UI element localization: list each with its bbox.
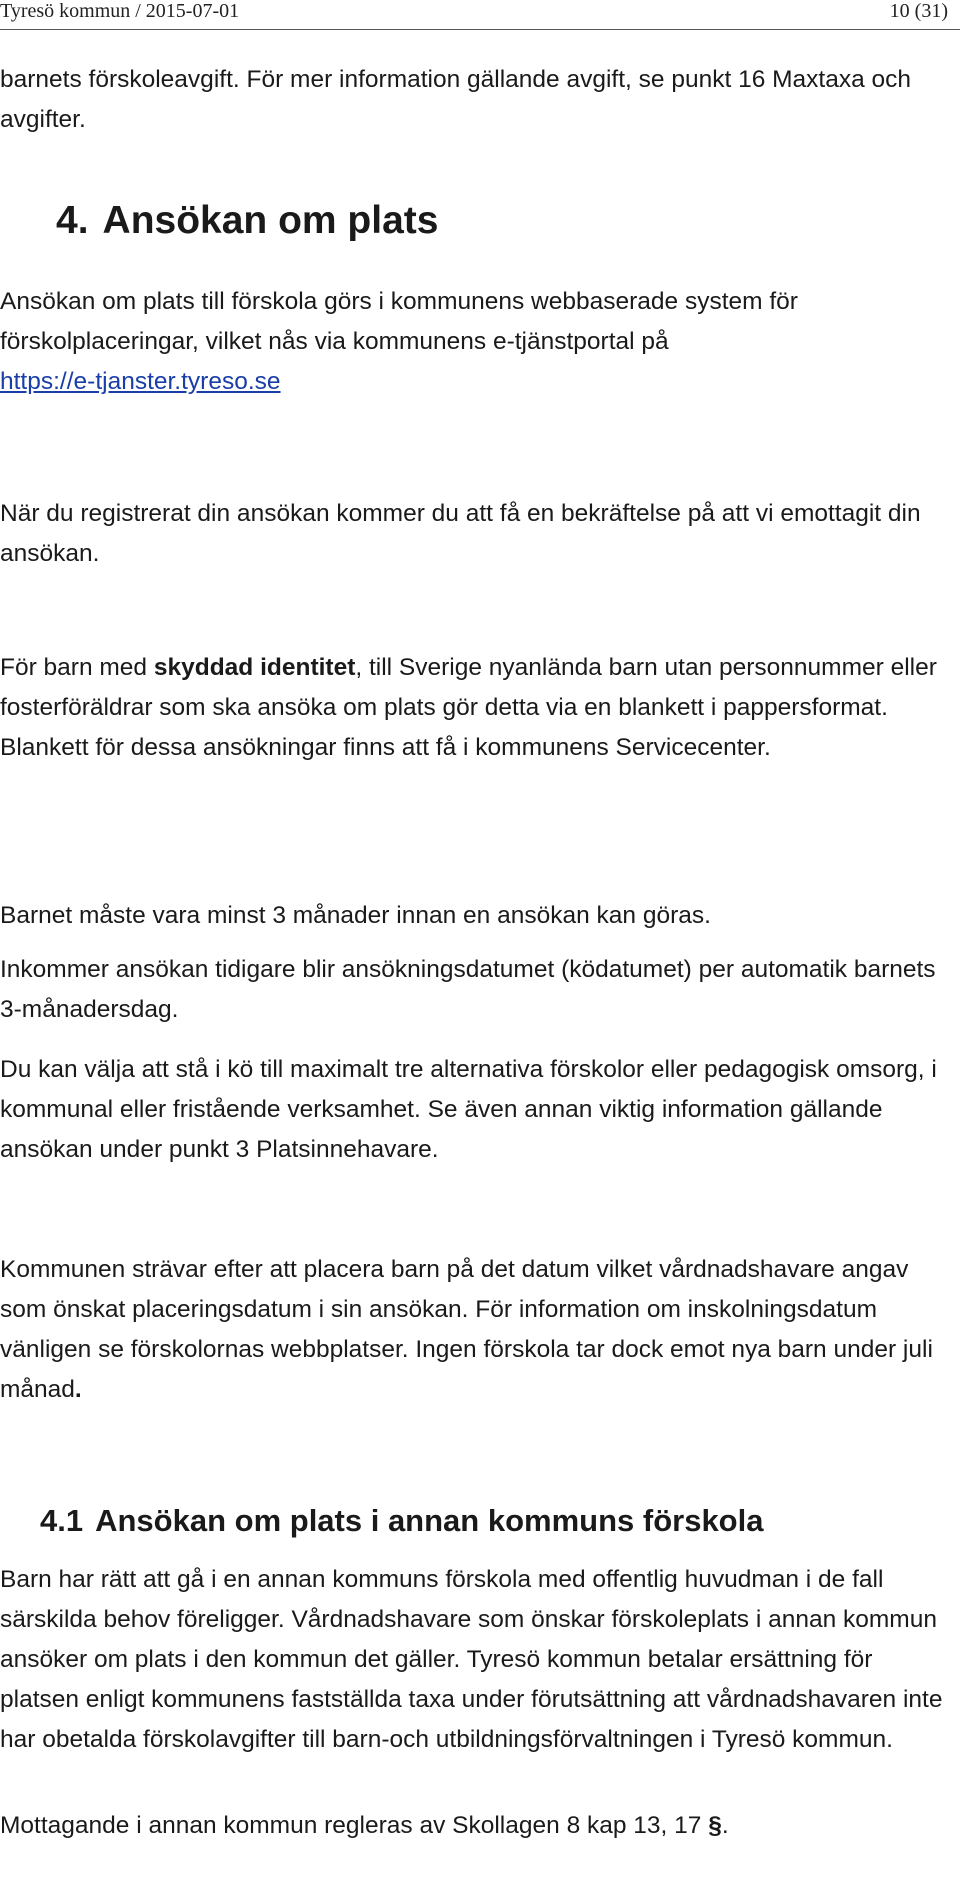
school-law-paragraph [0, 1806, 950, 1846]
section-4-1-heading [40, 1498, 763, 1544]
section-4-heading [56, 196, 438, 246]
header-municipality-date: Tyresö kommun / 2015-07-01 [0, 0, 240, 22]
application-system-paragraph [0, 282, 950, 402]
header-divider [0, 29, 960, 30]
placement-date-paragraph [0, 1250, 950, 1410]
section-4-1-number: 4.1 [40, 1503, 84, 1538]
protected-identity-bold: skyddad identitet [153, 654, 356, 681]
placement-date-text: Kommunen strävar efter att placera barn på det datum vilket vårdnadshavare angav som önskat placeringsdatum i sin ansökan. För information om inskolningsdatum vänligen se förskolornas webbplatser. Ingen förskola tar dock emot nya barn under juli månad [0, 1256, 933, 1403]
application-system-text: Ansökan om plats till förskola görs i kommunens webbaserade system för förskolplaceringar, vilket nås via kommunens e-tjänstportal på [0, 288, 798, 355]
section-4-title: Ansökan om plats [102, 199, 439, 242]
section-4-number: 4. [56, 199, 89, 242]
section-sign: § [708, 1812, 722, 1839]
e-services-link[interactable]: https://e-tjanster.tyreso.se [0, 368, 281, 395]
protected-identity-paragraph [0, 648, 950, 768]
protected-identity-text-start: För barn med [0, 654, 154, 681]
queue-alternatives-paragraph: Du kan välja att stå i kö till maximalt tre alternativa förskolor eller pedagogisk omsorg, i kommunal eller fristående verksamhet. Se även annan viktig information gällande ansökan under punkt 3 Platsinnehavare. [0, 1056, 937, 1163]
page-header [0, 0, 960, 24]
section-4-1-title: Ansökan om plats i annan kommuns förskola [95, 1503, 764, 1538]
intro-paragraph: barnets förskoleavgift. För mer information gällande avgift, se punkt 16 Maxtaxa och avgifter. [0, 66, 912, 133]
placement-date-period: . [74, 1376, 82, 1403]
school-law-text: Mottagande i annan kommun regleras av Skollagen 8 kap 13, 17 [0, 1812, 709, 1839]
queue-date-paragraph: Inkommer ansökan tidigare blir ansökningsdatumet (ködatumet) per automatik barnets 3-månadersdag. [0, 956, 936, 1023]
other-municipality-paragraph: Barn har rätt att gå i en annan kommuns förskola med offentlig huvudman i de fall särskilda behov föreligger. Vårdnadshavare som önskar förskoleplats i annan kommun ansöker om plats i den kommun det gäller. Tyresö kommun betalar ersättning för platsen enligt kommunens fastställda taxa under förutsättning att vårdnadshavaren inte har obetalda förskolavgifter till barn-och utbildningsförvaltningen i Tyresö kommun. [0, 1566, 943, 1753]
protected-identity-text-end: , till Sverige nyanlända barn utan personnummer eller fosterföräldrar som ska ansöka om plats gör detta via en blankett i pappersformat. Blankett för dessa ansökningar finns att få i kommunens Servicecenter. [0, 654, 937, 761]
minimum-age-paragraph: Barnet måste vara minst 3 månader innan en ansökan kan göras. [0, 902, 711, 929]
confirmation-paragraph: När du registrerat din ansökan kommer du att få en bekräftelse på att vi emottagit din ansökan. [0, 500, 921, 567]
school-law-period: . [721, 1812, 729, 1839]
page-number: 10 (31) [889, 0, 948, 22]
